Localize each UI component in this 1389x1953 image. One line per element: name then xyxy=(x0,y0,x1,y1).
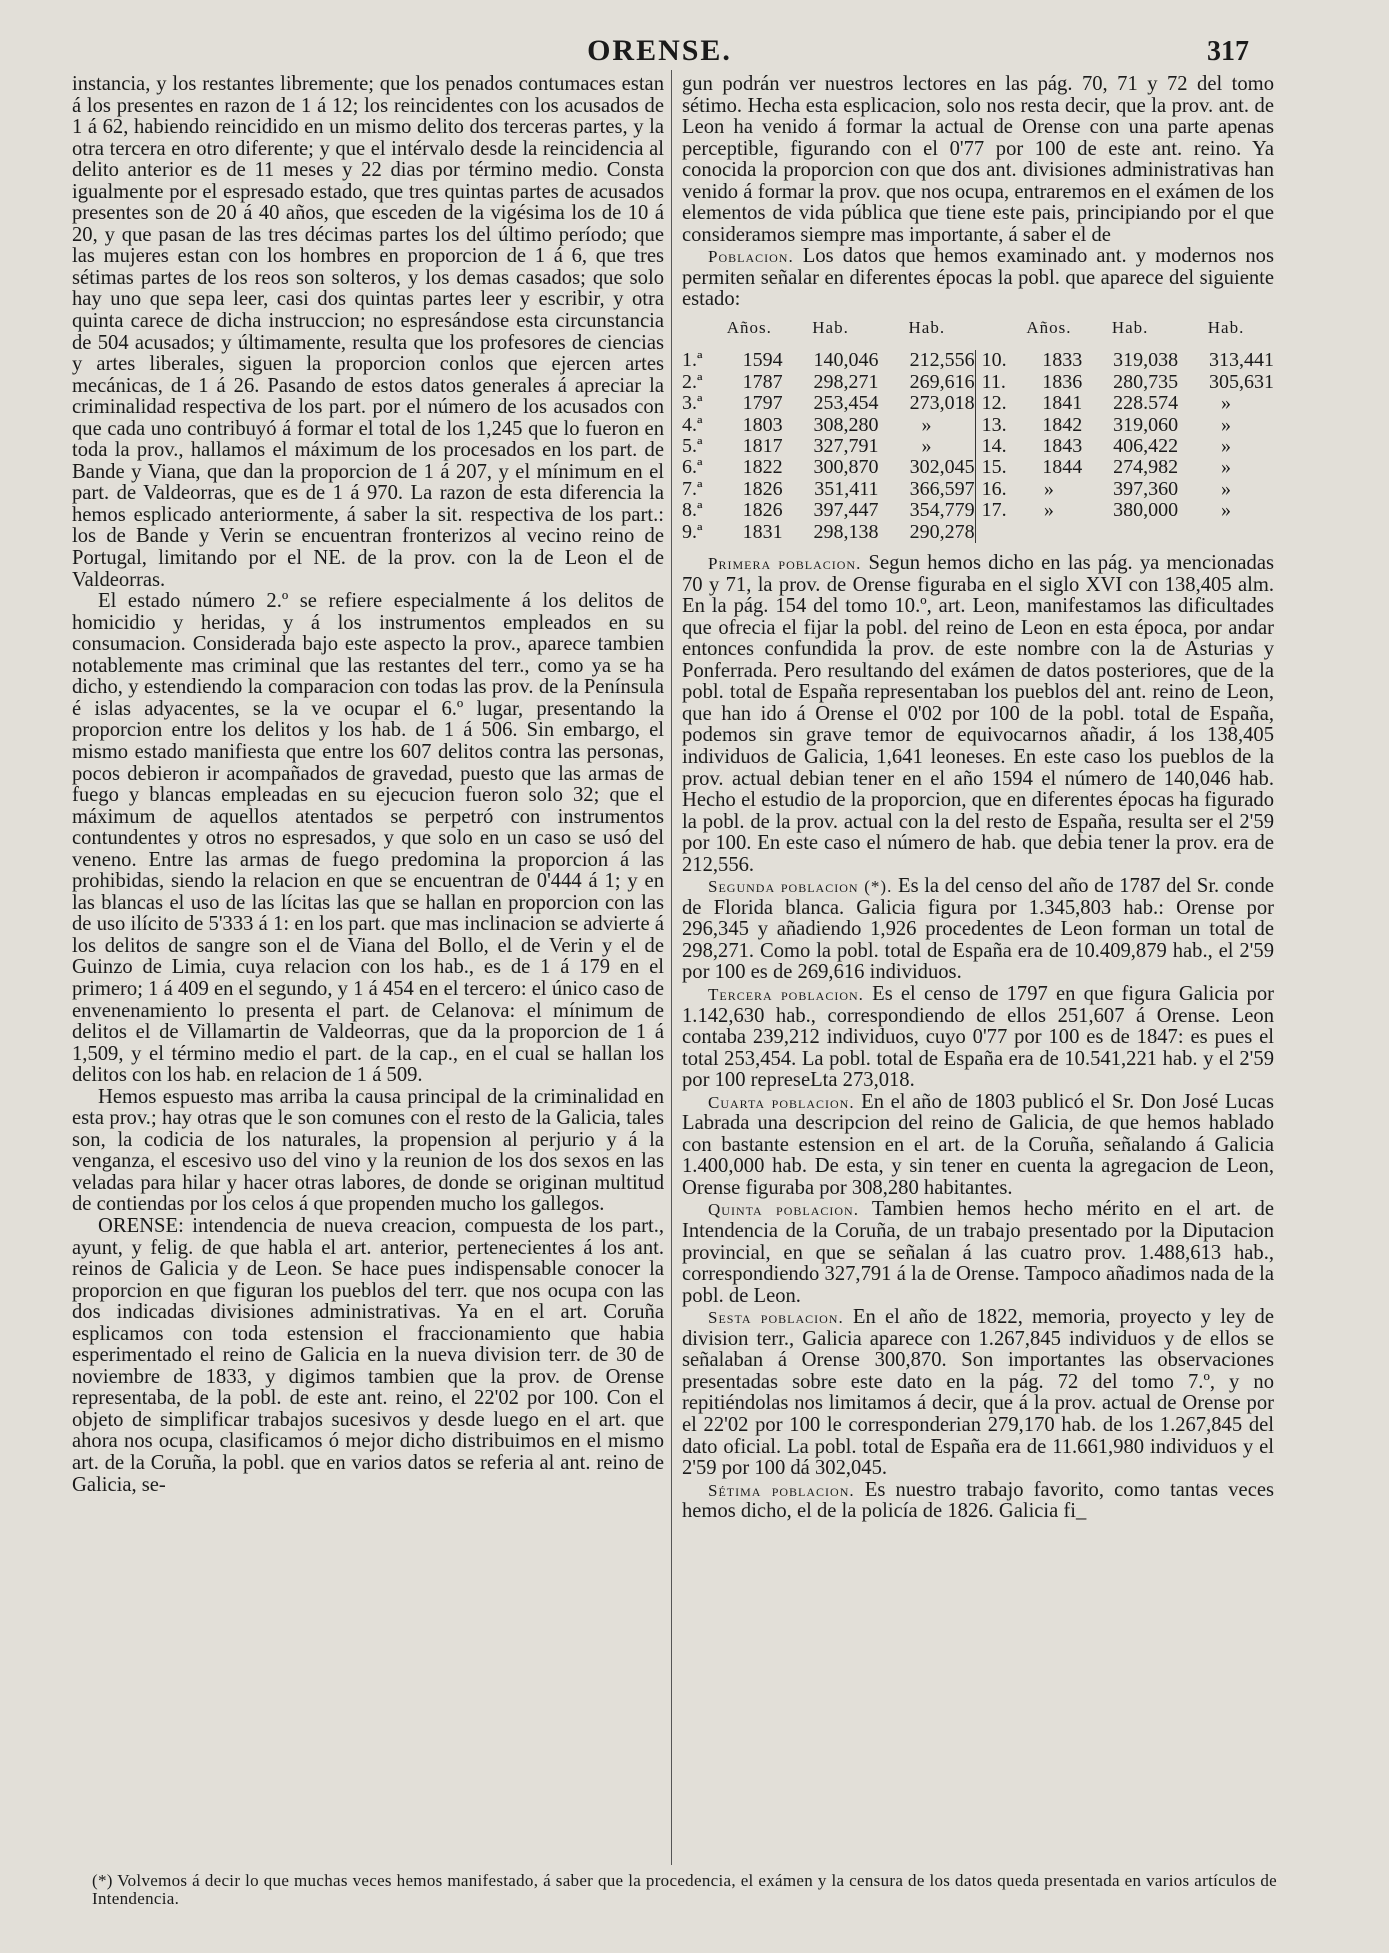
table-cell xyxy=(982,522,1016,543)
table-header-cell xyxy=(982,315,1016,350)
table-cell xyxy=(1082,522,1178,543)
paragraph: Hemos espuesto mas arriba la causa principal de la criminalidad en esta prov.; hay otras que le son comunes con el resto de la Galicia, tales son, la codicia de los naturales, la propension al perjurio y á la venganza, el escesivo uso del vino y la reunion de los dos sexos en las veladas para hilar y hacer otras labores, de donde se originan multitud de contiendas por los celos á que propenden mucho los gallegos. xyxy=(72,1085,664,1216)
table-cell: 354,779 xyxy=(909,499,975,522)
poblacion-paragraph xyxy=(682,1480,1274,1523)
table-cell: » xyxy=(1221,456,1232,479)
table-cell: 12. xyxy=(981,392,1007,415)
poblacion-paragraph xyxy=(682,1092,1274,1200)
table-cell: 1841 xyxy=(1042,392,1083,415)
table-cell: 1817 xyxy=(742,435,783,458)
table-row xyxy=(682,457,1274,478)
table-cell: 1787 xyxy=(742,370,783,393)
table-cell: 298,271 xyxy=(813,370,879,393)
poblacion-label: Segunda poblacion (*). xyxy=(708,877,893,897)
table-cell: 16. xyxy=(981,477,1007,500)
table-cell: » xyxy=(1221,413,1232,436)
table-cell: 212,556 xyxy=(909,349,975,372)
table-row xyxy=(682,479,1274,500)
table-cell: 313,441 xyxy=(1209,349,1274,372)
table-cell: » xyxy=(1221,392,1232,415)
poblacion-paragraph xyxy=(682,553,1274,876)
column-divider xyxy=(671,70,672,1865)
table-cell: 140,046 xyxy=(813,349,879,372)
section-label: Poblacion. xyxy=(708,247,794,267)
table-cell: 1843 xyxy=(1042,435,1083,458)
page-number: 317 xyxy=(1207,36,1249,67)
table-cell: » xyxy=(921,413,932,436)
table-cell: 308,280 xyxy=(813,413,879,436)
table-cell: 1833 xyxy=(1042,349,1083,372)
table-body xyxy=(682,350,1274,543)
table-row xyxy=(682,393,1274,414)
poblacion-text: En el año de 1822, memoria, proyecto y ley de division terr., Galicia aparece con 1.267,845 individuos y de ellos se señalaban á Orense 300,870. Son importantes las observaciones presentadas sobre este dato en la pág. 72 del tomo 7.º, y no repitiéndolas nos limitamos á decir, que á la prov. actual de Orense por el 22'02 por 100 le corresponderian 279,170 hab. de los 1.267,845 del dato oficial. La pobl. total de España era de 11.661,980 individuos y el 2'59 por 100 dá 302,045. xyxy=(682,1306,1274,1480)
table-cell xyxy=(1178,522,1274,543)
section-poblacion xyxy=(682,246,1274,311)
table-cell: 228.574 xyxy=(1113,392,1179,415)
table-row xyxy=(682,350,1274,371)
poblacion-paragraph xyxy=(682,1307,1274,1479)
table-cell xyxy=(1016,522,1083,543)
table-cell: 1842 xyxy=(1042,413,1083,436)
paragraph: ORENSE: intendencia de nueva creacion, compuesta de los part., ayunt, y felig. de que habla el art. anterior, pertenecientes á los ant. reinos de Galicia y de Leon. Se hace pues indispensable conocer la proporcion en que figuran los pueblos del terr. que nos ocupa con las dos indicadas divisiones administrativas. Ya en el art. Coruña esplicamos con toda estension el fraccionamiento que habia esperimentado el reino de Galicia en la nueva division terr. de 30 de noviembre de 1833, y digimos tambien que la prov. de Orense representaba, de la pobl. de este ant. reino, el 22'02 por 100. Con el objeto de simplificar trabajos sucesivos y desde luego en el art. que ahora nos ocupa, clasificamos ó mejor dicho distribuimos en el mismo art. de la Coruña, la pobl. que en varios datos se referia al ant. reino de Galicia, se- xyxy=(72,1214,664,1496)
poblacion-label: Sétima poblacion. xyxy=(708,1480,855,1500)
table-cell: 305,631 xyxy=(1209,370,1274,393)
table-header-cell: Hab. xyxy=(1111,318,1149,338)
table-cell: 6.ª xyxy=(682,456,703,479)
poblacion-label: Sesta poblacion. xyxy=(708,1308,844,1328)
table-cell: » xyxy=(1043,499,1054,522)
table-cell: 269,616 xyxy=(909,370,975,393)
page-header xyxy=(70,30,1249,70)
table-cell: 1831 xyxy=(742,520,783,543)
table-cell: » xyxy=(1043,477,1054,500)
poblacion-paragraph xyxy=(682,1199,1274,1307)
table-cell: 9.ª xyxy=(682,520,703,543)
table-cell: 2.ª xyxy=(682,370,703,393)
table-cell: 319,038 xyxy=(1113,349,1179,372)
section-text: Los datos que hemos examinado ant. y modernos nos permiten señalar en diferentes épocas la pobl. que aparece del siguiente estado: xyxy=(682,245,1274,311)
table-cell: 274,982 xyxy=(1113,456,1179,479)
table-cell: 351,411 xyxy=(814,477,879,500)
table-cell: » xyxy=(1221,435,1232,458)
poblacion-label: Quinta poblacion. xyxy=(708,1200,859,1220)
table-cell: 1797 xyxy=(742,392,783,415)
table-cell: 300,870 xyxy=(813,456,879,479)
paragraph: El estado número 2.º se refiere especialmente á los delitos de homicidio y heridas, y á los instrumentos empleados en su consumacion. Considerada bajo este aspecto la prov., aparece tambien notablemente mas criminal que las restantes del terr., como ya se ha dicho, y estendiendo la comparacion con todas las prov. de la Península é islas adyacentes, se la ve ocupar el 6.º lugar, presentando la proporcion entre los delitos y los hab. de 1 á 506. Sin embargo, el mismo estado manifiesta que entre los 607 delitos contra las personas, pocos debieron ir acompañados de gravedad, puesto que las armas de fuego y blancas empleadas en su ejecucion fueron solo 32; que el máximum de aquellos atentados se perpetró con instrumentos contundentes y otros no espresados, y que solo en un caso se usó del veneno. Entre las armas de fuego predomina la proporcion á las prohibidas, siendo la relacion en que se encuentran de 0'444 á 1; y en las blancas el uso de las lícitas las que se hallan en proporcion con las de uso ilícito de 5'333 á 1: en los part. que mas inclinacion se advierte á los delitos de sangre son el de Viana del Bollo, el de Verin y el de Guinzo de Limia, cuya relacion con los hab., es de 1 á 179 en el primero; 1 á 409 en el segundo, y 1 á 454 en el tercero: el único caso de envenenamiento lo presenta el part. de Celanova: el mínimum de delitos el de Villamartin de Valdeorras, que da la proporcion de 1 á 1,509, y el término medio el part. de la cap., en el cual se hallan los delitos con los hab. en relacion de 1 á 509. xyxy=(72,590,664,1087)
table-cell: 8.ª xyxy=(682,499,703,522)
right-column xyxy=(682,74,1274,1523)
table-cell: 4.ª xyxy=(682,413,703,436)
table-cell: 298,138 xyxy=(813,520,879,543)
table-row xyxy=(682,522,1274,543)
table-cell: » xyxy=(921,435,932,458)
population-table xyxy=(682,315,1274,543)
table-row xyxy=(682,415,1274,436)
poblacion-label: Primera poblacion. xyxy=(708,554,862,574)
table-header-cell: Años. xyxy=(1026,318,1072,338)
table-cell: 397,447 xyxy=(813,499,879,522)
table-cell: 327,791 xyxy=(813,435,879,458)
table-header-cell: Años. xyxy=(726,318,772,338)
table-cell: 14. xyxy=(981,435,1007,458)
table-cell: 380,000 xyxy=(1113,499,1179,522)
table-cell: 1826 xyxy=(742,499,783,522)
paragraph: instancia, y los restantes libremente; que los penados contumaces estan á los presentes en razon de 1 á 12; los reincidentes con los acusados de 1 á 62, habiendo reincidido en un mismo delito dos terceras partes, y la otra tercera en otro diferente; y que el intérvalo desde la reincidencia al delito anterior es de 11 meses y 22 dias por término medio. Consta igualmente por el espresado estado, que tres quintas partes de acusados presentes son de 20 á 40 años, que esceden de la vigésima los de 10 á 20, y que pasan de las tres décimas partes los del último período; que las mujeres estan con los hombres en proporcion de 1 á 6, que tres sétimas partes de los reos son solteros, y los demas casados; que solo hay uno que sepa leer, casi dos quintas partes leer y escribir, y otra quinta carece de dicha instruccion; no espresándose esta circunstancia de 504 acusados; y últimamente, resulta que los profesores de ciencias y artes liberales, siguen la proporcion conlos que ejercen artes mecánicas, de 1 á 26. Pasando de estos datos generales á apreciar la criminalidad respectiva de los part. por el número de los acusados con que cada uno contribuyó á formar el total de los 1,245 que lo fueron en toda la prov., hallamos el máximum de los procesados en los part. de Bande y Viana, que dan la proporcion de 1 á 207, y el mínimum en el part. de Valdeorras, que es de 1 á 970. La razon de esta diferencia la hemos esplicado anteriormente, á saber la sit. respectiva de los part.: los de Bande y Verin se encuentran fronterizos al vecino reino de Portugal, limitando por el NE. de la prov. con la de Leon el de Valdeorras. xyxy=(72,73,664,591)
poblacion-text: Es nuestro trabajo favorito, como tantas veces hemos dicho, el de la policía de 1826. Galicia fi_ xyxy=(682,1478,1274,1523)
table-cell: 1.ª xyxy=(682,349,703,372)
table-cell: 13. xyxy=(981,413,1007,436)
table-cell: 1836 xyxy=(1042,370,1083,393)
table-cell: 7.ª xyxy=(682,477,703,500)
table-cell: 1844 xyxy=(1042,456,1083,479)
table-cell: 1594 xyxy=(742,349,783,372)
table-header-cell xyxy=(682,315,716,350)
table-header-cell: Hab. xyxy=(1207,318,1245,338)
table-cell: 406,422 xyxy=(1113,435,1179,458)
poblacion-label: Tercera poblacion. xyxy=(708,985,864,1005)
table-cell: 10. xyxy=(981,349,1007,372)
table-cell: 253,454 xyxy=(813,392,879,415)
table-cell: 17. xyxy=(981,499,1007,522)
poblacion-text: Tambien hemos hecho mérito en el art. de Intendencia de la Coruña, de un trabajo presentado por la Diputacion provincial, en que se señalan á las cuatro prov. 1.488,613 hab., correspondiendo 327,791 á la de Orense. Tampoco añadimos nada de la pobl. de Leon. xyxy=(682,1198,1274,1307)
table-cell: 11. xyxy=(981,370,1006,393)
footnote: (*) Volvemos á decir lo que muchas veces hemos manifestado, á saber que la procedencia, el exámen y la censura de los datos queda presentada en varios artículos de Intendencia. xyxy=(92,1871,1277,1908)
table-header-row xyxy=(682,315,1274,350)
table-row xyxy=(682,372,1274,393)
table-cell: » xyxy=(1221,499,1232,522)
poblacion-text: En el año de 1803 publicó el Sr. Don José Lucas Labrada una descripcion del reino de Galicia, de que hemos hablado con bastante estension en el art. de la Coruña, señalando á Galicia 1.400,000 hab. De esta, y sin tener en cuenta la agregacion de Leon, Orense figuraba por 308,280 habitantes. xyxy=(682,1090,1274,1199)
table-cell: » xyxy=(1221,477,1232,500)
table-cell: 397,360 xyxy=(1113,477,1179,500)
table-header-cell: Hab. xyxy=(812,318,849,338)
population-paragraphs xyxy=(682,553,1274,1523)
table-cell: 319,060 xyxy=(1113,413,1179,436)
table-cell: 366,597 xyxy=(909,477,975,500)
poblacion-paragraph xyxy=(682,876,1274,984)
table-header-cell: Hab. xyxy=(908,318,946,338)
table-cell: 290,278 xyxy=(909,520,975,543)
poblacion-text: Es la del censo del año de 1787 del Sr. conde de Florida blanca. Galicia figura por 1.345,803 hab.: Orense por 296,345 y añadiendo 1,926 procedentes de Leon forman un total de 298,271. Como la pobl. total de España era de 10.409,879 hab., el 2'59 por 100 es de 269,616 individuos. xyxy=(682,875,1274,984)
running-title: ORENSE. xyxy=(587,34,732,67)
table-cell: 1822 xyxy=(742,456,783,479)
poblacion-text: Es el censo de 1797 en que figura Galicia por 1.142,630 hab., correspondiendo de ellos 251,607 á Orense. Leon contaba 239,212 individuos, cuyo 0'77 por 100 es de 1847: es pues el total 253,454. La pobl. total de España era de 10.541,221 hab. y el 2'59 por 100 represeLta 273,018. xyxy=(682,983,1274,1092)
table-cell: 1803 xyxy=(742,413,783,436)
poblacion-text: Segun hemos dicho en las pág. ya mencionadas 70 y 71, la prov. de Orense figuraba en el siglo XVI con 138,405 alm. En la pág. 154 del tomo 10.º, art. Leon, manifestamos las dificultades que ofrecia el fijar la pobl. del reino de Leon en esta época, por andar entonces confundida la prov. de este nombre con la de Asturias y Ponferrada. Pero resultando del exámen de datos posteriores, que de la pobl. total de España representaban los pueblos del ant. reino de Leon, que han ido á Orense el 0'02 por 100 de la pobl. total de España, podemos sin grave temor de equivocarnos añadir, á los 138,405 individuos de Galicia, 1,641 leoneses. En este caso los pueblos de la prov. actual debian tener en el año 1594 el número de 140,046 hab. Hecho el estudio de la proporcion, que en diferentes épocas ha figurado la pobl. de la prov. actual con la del resto de España, resulta ser el 2'59 por 100. En este caso el número de hab. que debia tener la prov. era de 212,556. xyxy=(682,552,1275,876)
table-row xyxy=(682,436,1274,457)
table-cell: 280,735 xyxy=(1113,370,1179,393)
paragraph: gun podrán ver nuestros lectores en las pág. 70, 71 y 72 del tomo sétimo. Hecha esta esplicacion, solo nos resta decir, que la prov. ant. de Leon ha venido á formar la actual de Orense con una parte apenas perceptible, figurando con el 0'77 por 100 de este ant. reino. Ya conocida la proporcion con que dos ant. divisiones administrativas han venido á formar la prov. que nos ocupa, entraremos en el exámen de los elementos de vida pública que tiene este pais, principiando por el que consideramos siempre mas importante, á saber el de xyxy=(682,73,1274,246)
poblacion-paragraph xyxy=(682,984,1274,1092)
table-cell: 273,018 xyxy=(909,392,975,415)
left-column xyxy=(72,74,664,1496)
table-cell: 5.ª xyxy=(682,435,703,458)
table-cell: 3.ª xyxy=(682,392,703,415)
table-cell: 302,045 xyxy=(909,456,975,479)
table-cell: 15. xyxy=(981,456,1007,479)
table-row xyxy=(682,500,1274,521)
poblacion-label: Cuarta poblacion. xyxy=(708,1092,855,1112)
table-cell: 1826 xyxy=(742,477,783,500)
